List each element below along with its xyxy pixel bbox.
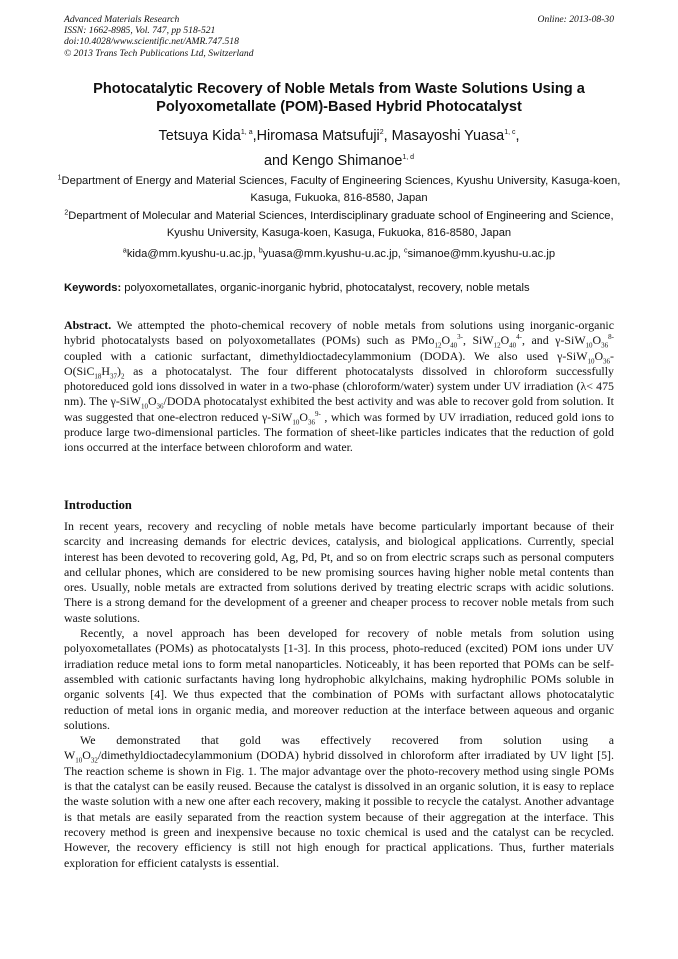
author-affil-mark: 1, c	[504, 129, 516, 137]
email-link[interactable]: kida@mm.kyushu-u.ac.jp,	[126, 248, 259, 260]
author-name: , Masayoshi Yuasa	[383, 128, 505, 144]
email-link[interactable]: yuasa@mm.kyushu-u.ac.jp,	[262, 248, 405, 260]
issn-line: ISSN: 1662-8985, Vol. 747, pp 518-521	[64, 25, 216, 37]
author-name: ,Hiromasa Matsufuji	[252, 128, 380, 144]
introduction-body	[64, 519, 614, 871]
author-affil-mark: 2	[379, 129, 384, 137]
keywords-label: Keywords:	[64, 282, 122, 294]
author-name: Tetsuya Kida	[158, 128, 241, 144]
affiliation-2: $^2$Department of Molecular and Material Sciences, Interdisciplinary graduate school of Engineering and Science, Kyushu University, Kasuga-koen, Kasuga, Fukuoka, 816-8580, Japan	[64, 209, 614, 239]
keywords-text: polyoxometallates, organic-inorganic hybrid, photocatalyst, recovery, noble metals	[121, 282, 530, 294]
affiliation-1: $^1$Department of Energy and Material Sciences, Faculty of Engineering Sciences, Kyushu University, Kasuga-koen, Kasuga, Fukuoka, 816-8580, Japan	[57, 174, 621, 204]
online-date: Online: 2013-08-30	[537, 14, 614, 25]
intro-paragraph-1: In recent years, recovery and recycling of noble metals have become particularly important because of their scarcity and increasing demands for electric devices, catalysis, and biological applications. Currently, special interest has been devoted to recovering gold, Ag, Pd, Pt, and so on from electric scraps such as personal computers and cellular phones, which are considered to be new promising sources having higher noble metal contents than ores. Usually, noble metals are extracted from solutions derived by treating electric scraps with acidic solutions. There is a strong demand for the development of a greener and cheaper process to recover noble metals from such waste solutions.	[64, 519, 614, 625]
copyright-line: © 2013 Trans Tech Publications Ltd, Switzerland	[64, 47, 254, 59]
title-line-2: Polyoxometallate (POM)-Based Hybrid Photocatalyst	[156, 99, 522, 115]
doi-line: doi:10.4028/www.scientific.net/AMR.747.518	[64, 36, 239, 48]
author-line-1	[40, 124, 638, 149]
author-affil-mark: 1, d	[402, 154, 415, 162]
intro-paragraph-2: Recently, a novel approach has been developed for recovery of noble metals from solution using polyoxometallates (POMs) as photocatalysts [1-3]. In this process, photo-reduced (excited) POM ions under UV irradiation reduce metal ions to form metal nanoparticles. Noticeably, it has been reported that POMs can be self-assembled with cationic surfactants having long hydrophobic alkylchains, making hydrophilic POMs soluble in organic solvents [4]. We thus expected that the combination of POMs with surfactant allows photocatalytic reduction of metal ions in organic media, and moreover reduction at the interface between aqueous and organic solutions.	[64, 626, 614, 732]
abstract-label: Abstract.	[64, 318, 112, 332]
author-affil-mark: 1, a	[240, 129, 253, 137]
intro-paragraph-3: We demonstrated that gold was effectively recovered from solution using a $W_{10}O_{32}$/dimethyldioctadecylammonium (DODA) hybrid dissolved in chloroform after irradiated by UV light [5]. The reaction scheme is shown in Fig. 1. The major advantage over the photo-recovery method using single POMs is that the catalyst can be easily reused. Because the catalyst is dissolved in an organic solution, it is easy to replace the waste solution with a new one after each recovery, making it possible to recycle the catalyst. Another advantage is that metals are easily separated from the reaction system because of their aggregation at the interface. This recovery method is green and inexpensive because no toxic chemical is used and the catalyst can be recycled. However, the recovery efficiency is still not high enough for practical applications. Thus, further materials exploration for efficient catalysts is essential.	[64, 733, 614, 870]
author-list	[40, 124, 638, 174]
journal-name: Advanced Materials Research	[64, 14, 180, 25]
author-name: and Kengo Shimanoe	[263, 153, 403, 169]
title-line-1: Photocatalytic Recovery of Noble Metals from Waste Solutions Using a	[93, 81, 585, 97]
section-heading-introduction: Introduction	[64, 498, 132, 512]
abstract: Abstract. We attempted the photo-chemical recovery of noble metals from solutions using inorganic-organic hybrid photocatalysts based on polyoxometallates (POMs) such as $PMo_{12}O_{40}^{3-}$, $SiW_{12}O_{40}^{4-}$, and $\gamma-SiW_{10}O_{36}^{8-}$ coupled with a cationic surfactant, dimethyldioctadecylammonium (DODA). We also used $\gamma-SiW_{10}O_{36}-O(SiC_{18}H_{37})_2$ as a photocatalyst. The four different photocatalysts dissolved in chloroform successfully photoreduced gold ions dissolved in water in a two-phase (chloroform/water) system under UV irradiation (λ< 475 nm). The $\gamma-SiW_{10}O_{36}$/DODA photocatalyst exhibited the best activity and was able to recover gold from solution. It was suggested that one-electron reduced $\gamma-SiW_{10}O_{36}^{9-}$ , which was formed by UV irradiation, reduced gold ions to produce large two-dimensional particles. The formation of sheet-like particles indicates that the reduction of gold ions occurred at the interface between chloroform and water.	[64, 318, 615, 455]
journal-header	[64, 14, 614, 59]
keywords	[64, 281, 614, 295]
paper-title	[56, 80, 622, 116]
author-line-2	[40, 149, 638, 174]
author-emails: $^a$kida@mm.kyushu-u.ac.jp, $^b$yuasa@mm.kyushu-u.ac.jp, $^c$simanoe@mm.kyushu-u.ac.jp	[122, 247, 556, 260]
email-link[interactable]: simanoe@mm.kyushu-u.ac.jp	[407, 248, 556, 260]
author-separator: ,	[515, 128, 520, 144]
